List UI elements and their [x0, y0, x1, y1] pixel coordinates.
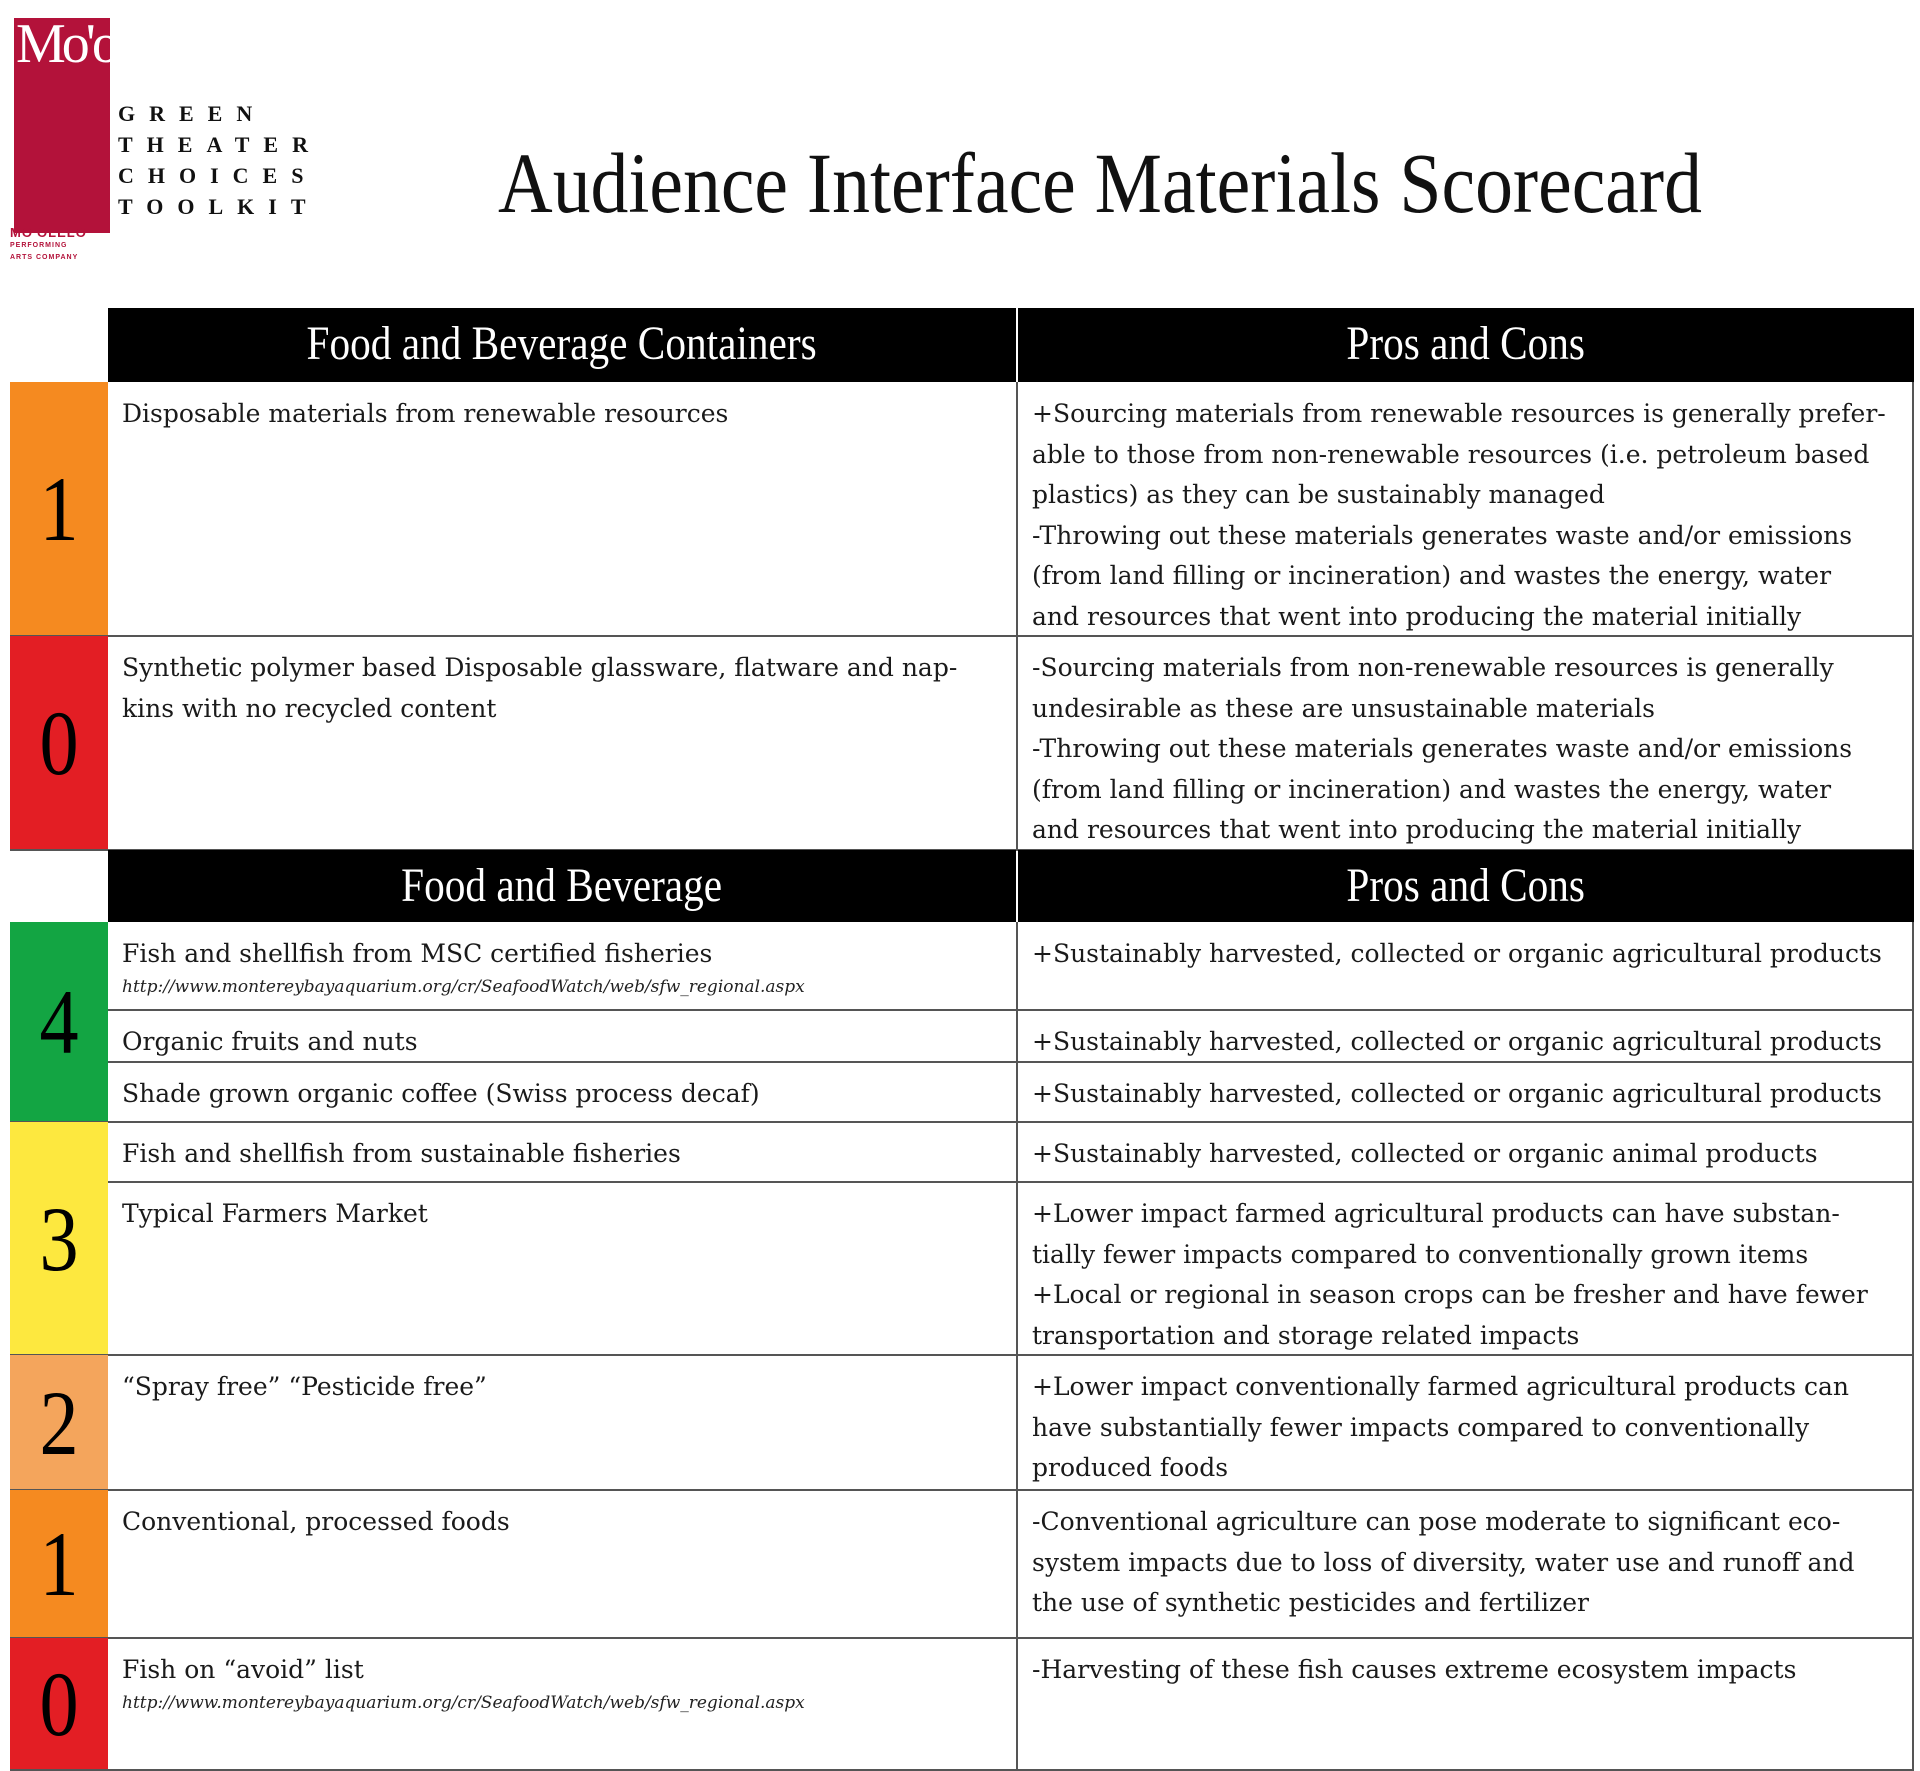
item-text: Fish and shellfish from MSC certified fisheries — [122, 939, 713, 968]
item-cell — [108, 636, 1016, 850]
pros-cons-text: +Sustainably harvested, collected or organic agricultural products — [1032, 939, 1882, 968]
item-text: Typical Farmers Market — [122, 1199, 428, 1228]
pros-cons-cell — [1018, 1122, 1914, 1182]
logo-subtitle-2: ARTS COMPANY — [10, 254, 79, 261]
score-value: 3 — [39, 1187, 79, 1290]
pros-cons-text: -Sourcing materials from non-renewable resources is generally undesirable as these are unsustainable materials -Throwing out these materials generates waste and/or emissions (from land filling or incineration) and wastes the energy, water and resources that went into producing the material initially — [1032, 653, 1853, 844]
item-cell — [108, 382, 1016, 636]
logo-name: MO'OLELO — [10, 225, 87, 240]
item-cell — [108, 1010, 1016, 1062]
item-text: Conventional, processed foods — [122, 1507, 510, 1536]
score-value: 4 — [39, 971, 79, 1073]
toolkit-line: CHOICES — [118, 163, 318, 188]
pros-cons-text: +Sustainably harvested, collected or organic agricultural products — [1032, 1027, 1882, 1056]
column-header-item-label: Food and Beverage — [401, 859, 723, 912]
item-text: Synthetic polymer based Disposable glassware, flatware and nap- kins with no recycled content — [122, 653, 958, 723]
pros-cons-cell — [1018, 1010, 1914, 1062]
column-header-pros-label: Pros and Cons — [1346, 859, 1586, 912]
pros-cons-cell — [1018, 1355, 1914, 1490]
pros-cons-text: +Lower impact farmed agricultural products can have substan- tially fewer impacts compared to conventionally grown items +Local or regional in season crops can be fresher and have fewer transportation and storage related impacts — [1032, 1199, 1868, 1350]
item-link[interactable]: http://www.montereybayaquarium.org/cr/SeafoodWatch/web/sfw_regional.aspx — [122, 976, 805, 997]
score-badge — [10, 1122, 108, 1355]
score-value: 1 — [39, 1513, 79, 1615]
item-cell — [108, 1490, 1016, 1638]
item-text: “Spray free” “Pesticide free” — [122, 1372, 487, 1401]
item-link[interactable]: http://www.montereybayaquarium.org/cr/SeafoodWatch/web/sfw_regional.aspx — [122, 1692, 805, 1713]
score-badge — [10, 636, 108, 850]
score-badge — [10, 382, 108, 636]
pros-cons-cell — [1018, 922, 1914, 1010]
item-text: Fish on “avoid” list — [122, 1655, 364, 1684]
pros-cons-cell — [1018, 382, 1914, 636]
logo-mark — [14, 13, 184, 233]
logo-caption — [10, 226, 130, 264]
score-badge — [10, 1638, 108, 1770]
toolkit-line: THEATER — [118, 132, 322, 157]
score-badge — [10, 1355, 108, 1490]
score-value: 0 — [39, 692, 79, 794]
score-value: 0 — [39, 1653, 79, 1755]
column-header-item-label: Food and Beverage Containers — [306, 317, 818, 370]
score-value: 2 — [39, 1371, 79, 1474]
column-header-item — [108, 308, 1016, 382]
score-value: 1 — [39, 458, 79, 560]
item-text: Organic fruits and nuts — [122, 1027, 418, 1056]
logo-subtitle-1: PERFORMING — [10, 242, 68, 249]
column-divider — [1016, 382, 1018, 850]
toolkit-line: GREEN — [118, 101, 267, 126]
column-header-pros — [1018, 850, 1914, 922]
score-badge — [10, 922, 108, 1122]
page-title: Audience Interface Materials Scorecard — [498, 135, 1702, 231]
table-right-edge — [1912, 382, 1914, 850]
item-cell — [108, 1122, 1016, 1182]
item-cell — [108, 1638, 1016, 1770]
item-text: Fish and shellfish from sustainable fisheries — [122, 1139, 681, 1168]
pros-cons-cell — [1018, 636, 1914, 850]
toolkit-name — [118, 98, 322, 222]
table-right-edge — [1912, 922, 1914, 1770]
pros-cons-cell — [1018, 1490, 1914, 1638]
item-text: Shade grown organic coffee (Swiss process decaf) — [122, 1079, 760, 1108]
pros-cons-text: +Sustainably harvested, collected or organic agricultural products — [1032, 1079, 1882, 1108]
column-divider — [1016, 922, 1018, 1770]
column-header-item — [108, 850, 1016, 922]
pros-cons-text: +Sustainably harvested, collected or organic animal products — [1032, 1139, 1818, 1168]
column-header-pros — [1018, 308, 1914, 382]
pros-cons-text: -Harvesting of these fish causes extreme ecosystem impacts — [1032, 1655, 1797, 1684]
score-badge — [10, 1490, 108, 1638]
item-cell — [108, 1355, 1016, 1490]
pros-cons-text: +Lower impact conventionally farmed agricultural products can have substantially fewer impacts compared to conventionally produced foods — [1032, 1372, 1850, 1482]
column-header-pros-label: Pros and Cons — [1346, 317, 1586, 370]
pros-cons-text: -Conventional agriculture can pose moderate to significant eco- system impacts due to loss of diversity, water use and runoff and the use of synthetic pesticides and fertilizer — [1032, 1507, 1855, 1617]
logo-mark-text: Mo'olelo — [16, 13, 184, 75]
pros-cons-cell — [1018, 1182, 1914, 1355]
item-cell — [108, 922, 1016, 1010]
item-text: Disposable materials from renewable resources — [122, 399, 729, 428]
pros-cons-cell — [1018, 1638, 1914, 1770]
pros-cons-cell — [1018, 1062, 1914, 1122]
item-cell — [108, 1182, 1016, 1355]
item-cell — [108, 1062, 1016, 1122]
toolkit-line: TOOLKIT — [118, 194, 320, 219]
pros-cons-text: +Sourcing materials from renewable resources is generally prefer- able to those from non-renewable resources (i.e. petroleum based plastics) as they can be sustainably managed -Throwing out these materials generates waste and/or emissions (from land filling or incineration) and wastes the energy, water and resources that went into producing the material initially — [1032, 399, 1886, 631]
